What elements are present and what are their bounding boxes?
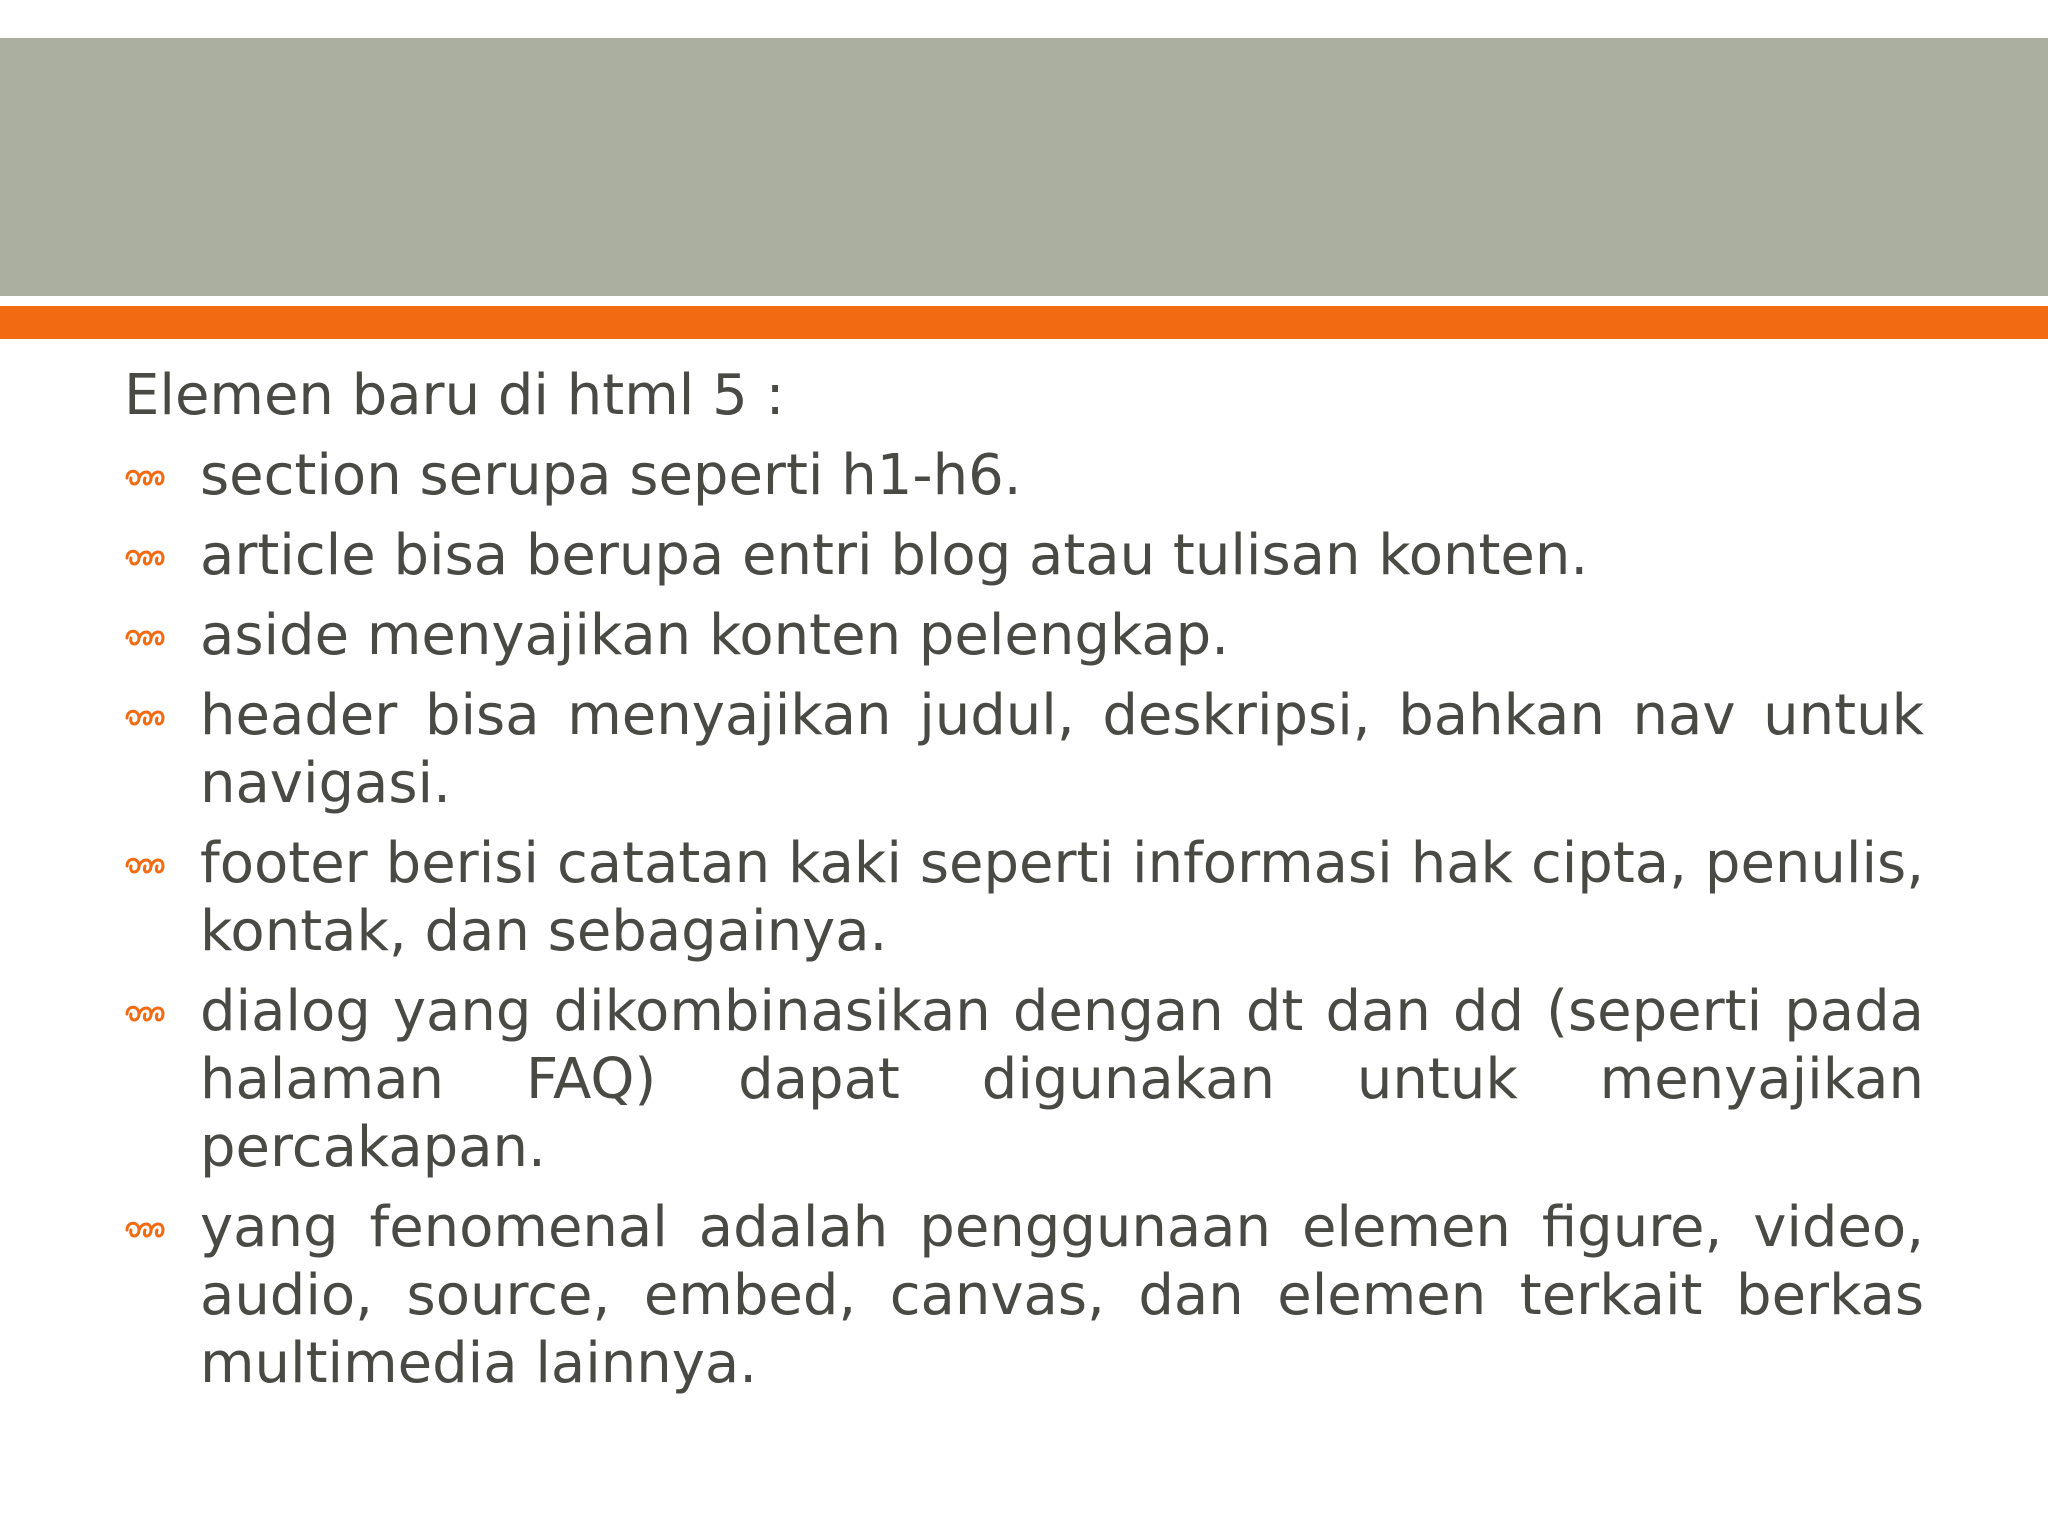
bullet-text: yang fenomenal adalah penggunaan elemen figure, video, audio, source, embed, canvas, dan elemen terkait berkas multimedia lainnya. <box>200 1195 1924 1396</box>
list-item <box>124 442 1924 510</box>
header-band <box>0 38 2048 296</box>
intro-text: Elemen baru di html 5 : <box>124 363 785 428</box>
list-item <box>124 602 1924 670</box>
bullet-list <box>124 442 1924 1398</box>
bullet-text: header bisa menyajikan judul, deskripsi, bahkan nav untuk navigasi. <box>200 683 1924 816</box>
swirl-bullet-icon <box>124 1218 166 1242</box>
swirl-bullet-icon <box>124 546 166 570</box>
bullet-text: section serupa seperti h1-h6. <box>200 443 1022 508</box>
swirl-bullet-icon <box>124 466 166 490</box>
swirl-bullet-icon <box>124 854 166 878</box>
slide-content <box>124 362 1924 1410</box>
bullet-text: article bisa berupa entri blog atau tulisan konten. <box>200 523 1589 588</box>
bullet-text: dialog yang dikombinasikan dengan dt dan dd (seperti pada halaman FAQ) dapat digunakan untuk menyajikan percakapan. <box>200 979 1924 1180</box>
list-item <box>124 1194 1924 1398</box>
swirl-bullet-icon <box>124 706 166 730</box>
list-item <box>124 830 1924 966</box>
list-item <box>124 522 1924 590</box>
bullet-text: footer berisi catatan kaki seperti informasi hak cipta, penulis, kontak, dan sebagainya. <box>200 831 1924 964</box>
bullet-text: aside menyajikan konten pelengkap. <box>200 603 1230 668</box>
swirl-bullet-icon <box>124 1002 166 1026</box>
list-item <box>124 978 1924 1182</box>
list-item <box>124 682 1924 818</box>
swirl-bullet-icon <box>124 626 166 650</box>
accent-bar <box>0 306 2048 339</box>
